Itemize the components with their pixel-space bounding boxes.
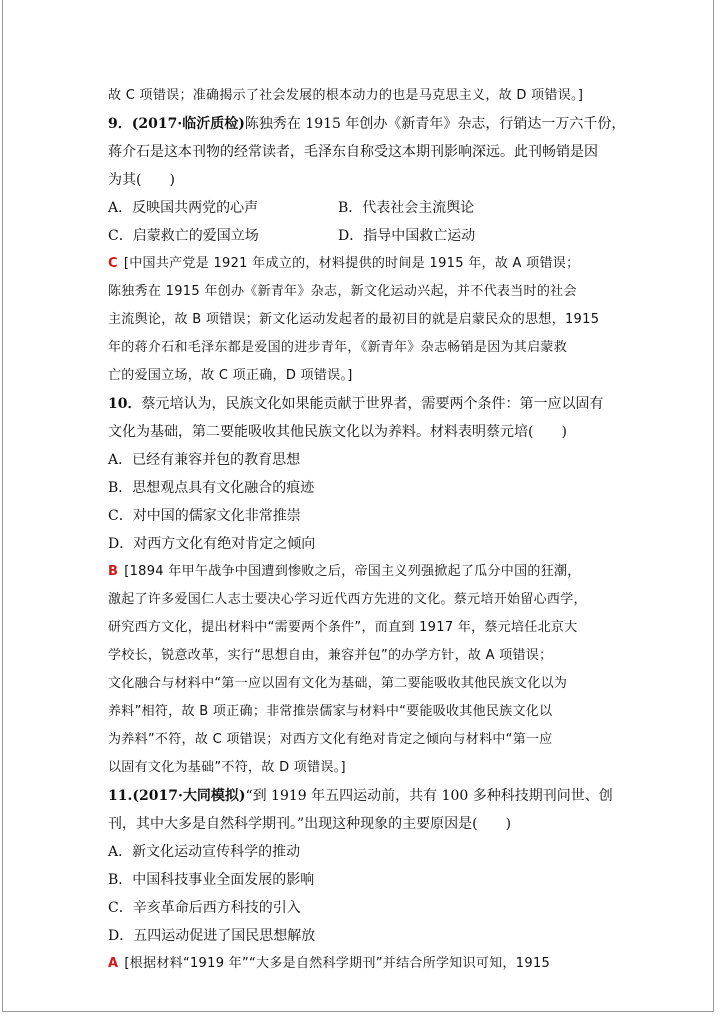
question-9-stem-line-2: 蒋介石是这本刊物的经常读者，毛泽东自称受这本期刊影响深远。此刊畅销是因: [108, 144, 598, 160]
question-10-option-d: D．对西方文化有绝对肯定之倾向: [108, 536, 316, 552]
question-11-option-c: C．辛亥革命后西方科技的引入: [108, 900, 301, 916]
question-text: 陈独秀在 1915 年创办《新青年》杂志，行销达一万六千份，: [244, 116, 626, 132]
question-10-explanation-line-3: 研究西方文化，提出材料中“需要两个条件”，而直到 1917 年，蔡元培任北京大: [108, 620, 578, 635]
question-10-explanation-line-8: 以固有文化为基础”不符，故 D 项错误。]: [108, 760, 346, 775]
question-9-stem-line-3: 为其( ): [108, 172, 175, 188]
question-9-explanation-line-3: 主流舆论，故 B 项错误；新文化运动发起者的最初目的就是启蒙民众的思想，1915: [108, 312, 600, 327]
question-10-explanation-line-5: 文化融合与材料中“第一应以固有文化为基础，第二要能吸收其他民族文化以为: [108, 676, 568, 691]
question-11-stem-line-1: [108, 782, 613, 810]
answer-letter: C: [108, 256, 118, 271]
question-10-option-a: A．已经有兼容并包的教育思想: [108, 452, 301, 468]
question-11-explanation-line-1: [108, 950, 608, 978]
answer-letter: A: [108, 956, 119, 971]
question-source: (2017·临沂质检): [131, 116, 245, 132]
question-10-explanation-line-1: [108, 558, 608, 586]
explanation-text: [1894 年甲午战争中国遭到惨败之后，帝国主义列强掀起了瓜分中国的狂潮，: [124, 564, 581, 579]
question-10-explanation-line-4: 学校长，锐意改革，实行“思想自由，兼容并包”的办学方针，故 A 项错误；: [108, 648, 553, 663]
question-number: 9．: [108, 116, 132, 132]
question-10-explanation-line-2: 激起了许多爱国仁人志士要决心学习近代西方先进的文化。蔡元培开始留心西学，: [108, 592, 587, 607]
question-11-stem-line-2: 刊，其中大多是自然科学期刊。”出现这种现象的主要原因是( ): [108, 816, 512, 832]
option-d: D．指导中国救亡运动: [338, 228, 476, 244]
question-source: (2017·大同模拟): [132, 788, 246, 804]
question-10-option-b: B．思想观点具有文化融合的痕迹: [108, 480, 315, 496]
option-c: C．启蒙救亡的爱国立场: [108, 228, 259, 244]
question-9-explanation-line-2: 陈独秀在 1915 年创办《新青年》杂志，新文化运动兴起，并不代表当时的社会: [108, 284, 577, 299]
question-text: “到 1919 年五四运动前，共有 100 多种科技期刊问世、创: [245, 788, 613, 804]
question-10-option-c: C．对中国的儒家文化非常推崇: [108, 508, 301, 524]
question-9-options-row-2: [108, 222, 608, 250]
option-b: B．代表社会主流舆论: [338, 200, 475, 216]
document-body: [108, 82, 626, 978]
question-text: 蔡元培认为，民族文化如果能贡献于世界者，需要两个条件：第一应以固有: [141, 396, 604, 412]
question-10-explanation-line-7: 为养料”不符，故 C 项错误；对西方文化有绝对肯定之倾向与材料中“第一应: [108, 732, 553, 747]
question-9-stem-line-1: [108, 110, 626, 138]
question-number: 11.: [108, 788, 133, 804]
question-9-explanation-line-1: [108, 250, 608, 278]
question-9-explanation-line-5: 亡的爱国立场，故 C 项正确，D 项错误。]: [108, 368, 353, 383]
option-a: A．反映国共两党的心声: [108, 200, 259, 216]
answer-letter: B: [108, 564, 119, 579]
question-11-option-b: B．中国科技事业全面发展的影响: [108, 872, 315, 888]
explanation-text: [中国共产党是 1921 年成立的，材料提供的时间是 1915 年，故 A 项错误；: [123, 256, 580, 271]
intro-text: 故 C 项错误；准确揭示了社会发展的根本动力的也是马克思主义，故 D 项错误。]: [108, 88, 584, 103]
question-10-stem-line-1: [108, 390, 608, 418]
question-number: 10．: [108, 396, 142, 412]
question-10-stem-line-2: 文化为基础，第二要能吸收其他民族文化以为养料。材料表明蔡元培( ): [108, 424, 567, 440]
question-9-explanation-line-4: 年的蒋介石和毛泽东都是爱国的进步青年，《新青年》杂志畅销是因为其启蒙救: [108, 340, 568, 355]
question-11-option-a: A．新文化运动宣传科学的推动: [108, 844, 301, 860]
question-11-option-d: D．五四运动促进了国民思想解放: [108, 928, 316, 944]
question-10-explanation-line-6: 养料”相符，故 B 项正确；非常推崇儒家与材料中“要能吸收其他民族文化以: [108, 704, 553, 719]
question-9-options-row-1: [108, 194, 608, 222]
explanation-text: [根据材料“1919 年”“大多是自然科学期刊”并结合所学知识可知，1915: [124, 956, 551, 971]
